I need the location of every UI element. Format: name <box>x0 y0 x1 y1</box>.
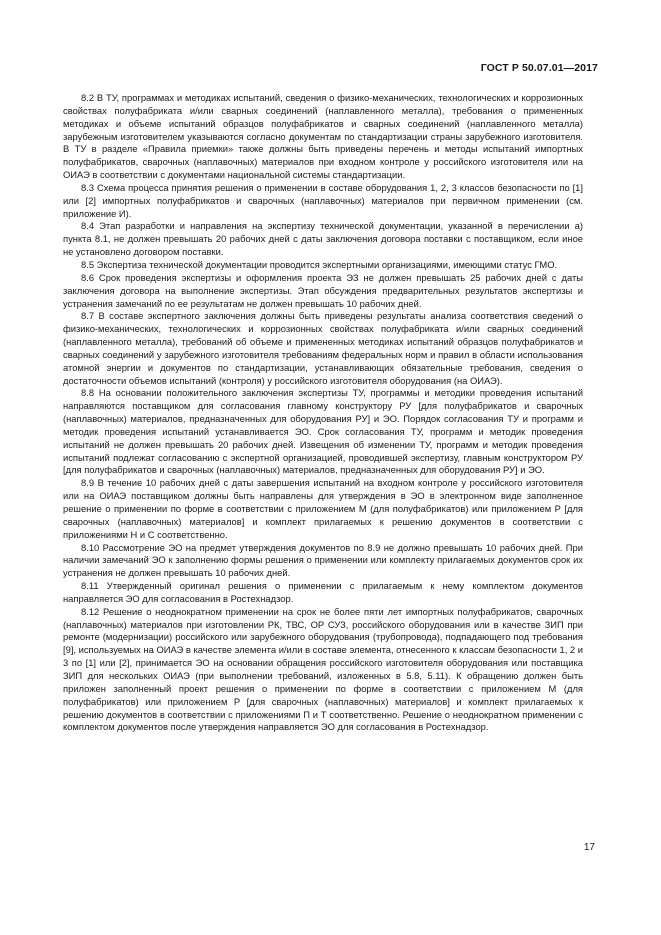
paragraph-8-9: 8.9 В течение 10 рабочих дней с даты завершения испытаний на входном контроле у российского изготовителя или на ОИАЭ поставщиком должны быть направлены для утверждения в ЭО в электронном виде заполненное решение о применении по форме в соответствии с приложением М (для полуфабрикатов) или приложением Р [для сварочных (наплавочных) материалов] и комплект прилагаемых к решению документов в соответствии с приложениями Н и С соответственно. <box>63 477 583 540</box>
document-body <box>63 92 583 734</box>
paragraph-8-4: 8.4 Этап разработки и направления на экспертизу технической документации, указанной в перечислении а) пункта 8.1, не должен превышать 20 рабочих дней с даты заключения договора поставки с поставщиком, если иное не установлено договором поставки. <box>63 220 583 258</box>
paragraph-8-5: 8.5 Экспертиза технической документации проводится экспертными организациями, имеющими статус ГМО. <box>81 258 558 270</box>
paragraph-8-12: 8.12 Решение о неоднократном применении на срок не более пяти лет импортных полуфабрикатов, сварочных (наплавочных) материалов при изготовлении РК, ТВС, ОР СУЗ, российского оборудования или в качестве ЗИП при ремонте (модернизации) российского или зарубежного оборудования (трубопровода), подпадающего под требования [9], используемых на ОИАЭ в качестве элемента и/или в составе элемента, отнесенного к классам безопасности 1, 2 и 3 по [1] или [2], принимается ЭО на основании обращения российского изготовителя оборудования или поставщика ЗИП для нескольких ОИАЭ (при выполнении требований, изложенных в 5.8, 5.11). К обращению должен быть приложен заполненный проект решения о применении по форме в соответствии с приложением М (для полуфабрикатов) или приложением Р [для сварочных (наплавочных) материалов] и комплект прилагаемых к решению документов в соответствии с приложениями П и Т соответственно. Решение о неоднократном применении с комплектом документов после утверждения направляется ЭО для согласования в Ростехнадзор. <box>63 605 583 733</box>
paragraph-8-2: 8.2 В ТУ, программах и методиках испытаний, сведения о физико-механических, технологических и коррозионных свойствах полуфабриката и/или сварных соединений (наплавленного металла), требования о примененных методиках и объеме испытаний образцов полуфабрикатов и сварных соединений (наплавленного металла) зарубежным изготовителем указываются согласно документам по стандартизации страны зарубежного изготовителя. В ТУ в разделе «Правила приемки» также должны быть приведены перечень и методы испытаний импортных полуфабрикатов, сварочных (наплавочных) материалов при входном контроле у российского изготовителя или на ОИАЭ в соответствии с документами национальной системы стандартизации. <box>63 92 583 181</box>
paragraph-8-7: 8.7 В составе экспертного заключения должны быть приведены результаты анализа соответствия сведений о физико-механических, технологических и коррозионных свойствах полуфабриката и/или сварных соединений (наплавленного металла), требований об объеме и примененных методиках испытаний образцов полуфабрикатов и сварных соединений у зарубежного изготовителя требованиям федеральных норм и правил в области использования атомной энергии и документов по стандартизации, устанавливающих обязательные требования, сведения о достаточности объемов испытаний (контроля) у российского изготовителя оборудования (на ОИАЭ). <box>63 310 583 386</box>
paragraph-8-11: 8.11 Утвержденный оригинал решения о применении с прилагаемым к нему комплектом документов направляется ЭО для согласования в Ростехнадзор. <box>63 580 583 604</box>
paragraph-8-6: 8.6 Срок проведения экспертизы и оформления проекта ЭЗ не должен превышать 25 рабочих дней с даты заключения договора на выполнение экспертизы. Этап обсуждения предварительных результатов экспертизы и устранения замечаний по ее результатам не должен превышать 10 рабочих дней. <box>63 271 583 309</box>
paragraph-8-10: 8.10 Рассмотрение ЭО на предмет утверждения документов по 8.9 не должно превышать 10 рабочих дней. При наличии замечаний ЭО к заполнению формы решения о применении или комплекту прилагаемых документов срок их устранения не должен превышать 10 рабочих дней. <box>63 541 583 579</box>
paragraph-8-3: 8.3 Схема процесса принятия решения о применении в составе оборудования 1, 2, 3 классов безопасности по [1] или [2] импортных полуфабрикатов и сварочных (наплавочных) материалов при первичном применении (см. приложение И). <box>63 181 583 219</box>
standard-designation: ГОСТ Р 50.07.01—2017 <box>480 62 598 74</box>
paragraph-8-8: 8.8 На основании положительного заключения экспертизы ТУ, программы и методики проведения испытаний направляются поставщиком для согласования главному конструктору РУ [для полуфабрикатов и сварочных (наплавочных) материалов, предназначенных для оборудования РУ] и ЭО. Порядок согласования ТУ и программ и методик проведения испытаний устанавливается ЭО. Срок согласования ТУ, программ и методик проведения испытаний не должен превышать 20 рабочих дней. Извещения об изменении ТУ, программ и методик проведения испытаний подлежат согласованию с экспертной организацией, проводившей экспертизу, главным конструктором РУ [для полуфабрикатов и сварочных (наплавочных) материалов, предназначенных для оборудования РУ] и ЭО. <box>63 387 583 476</box>
page-number: 17 <box>583 842 595 853</box>
